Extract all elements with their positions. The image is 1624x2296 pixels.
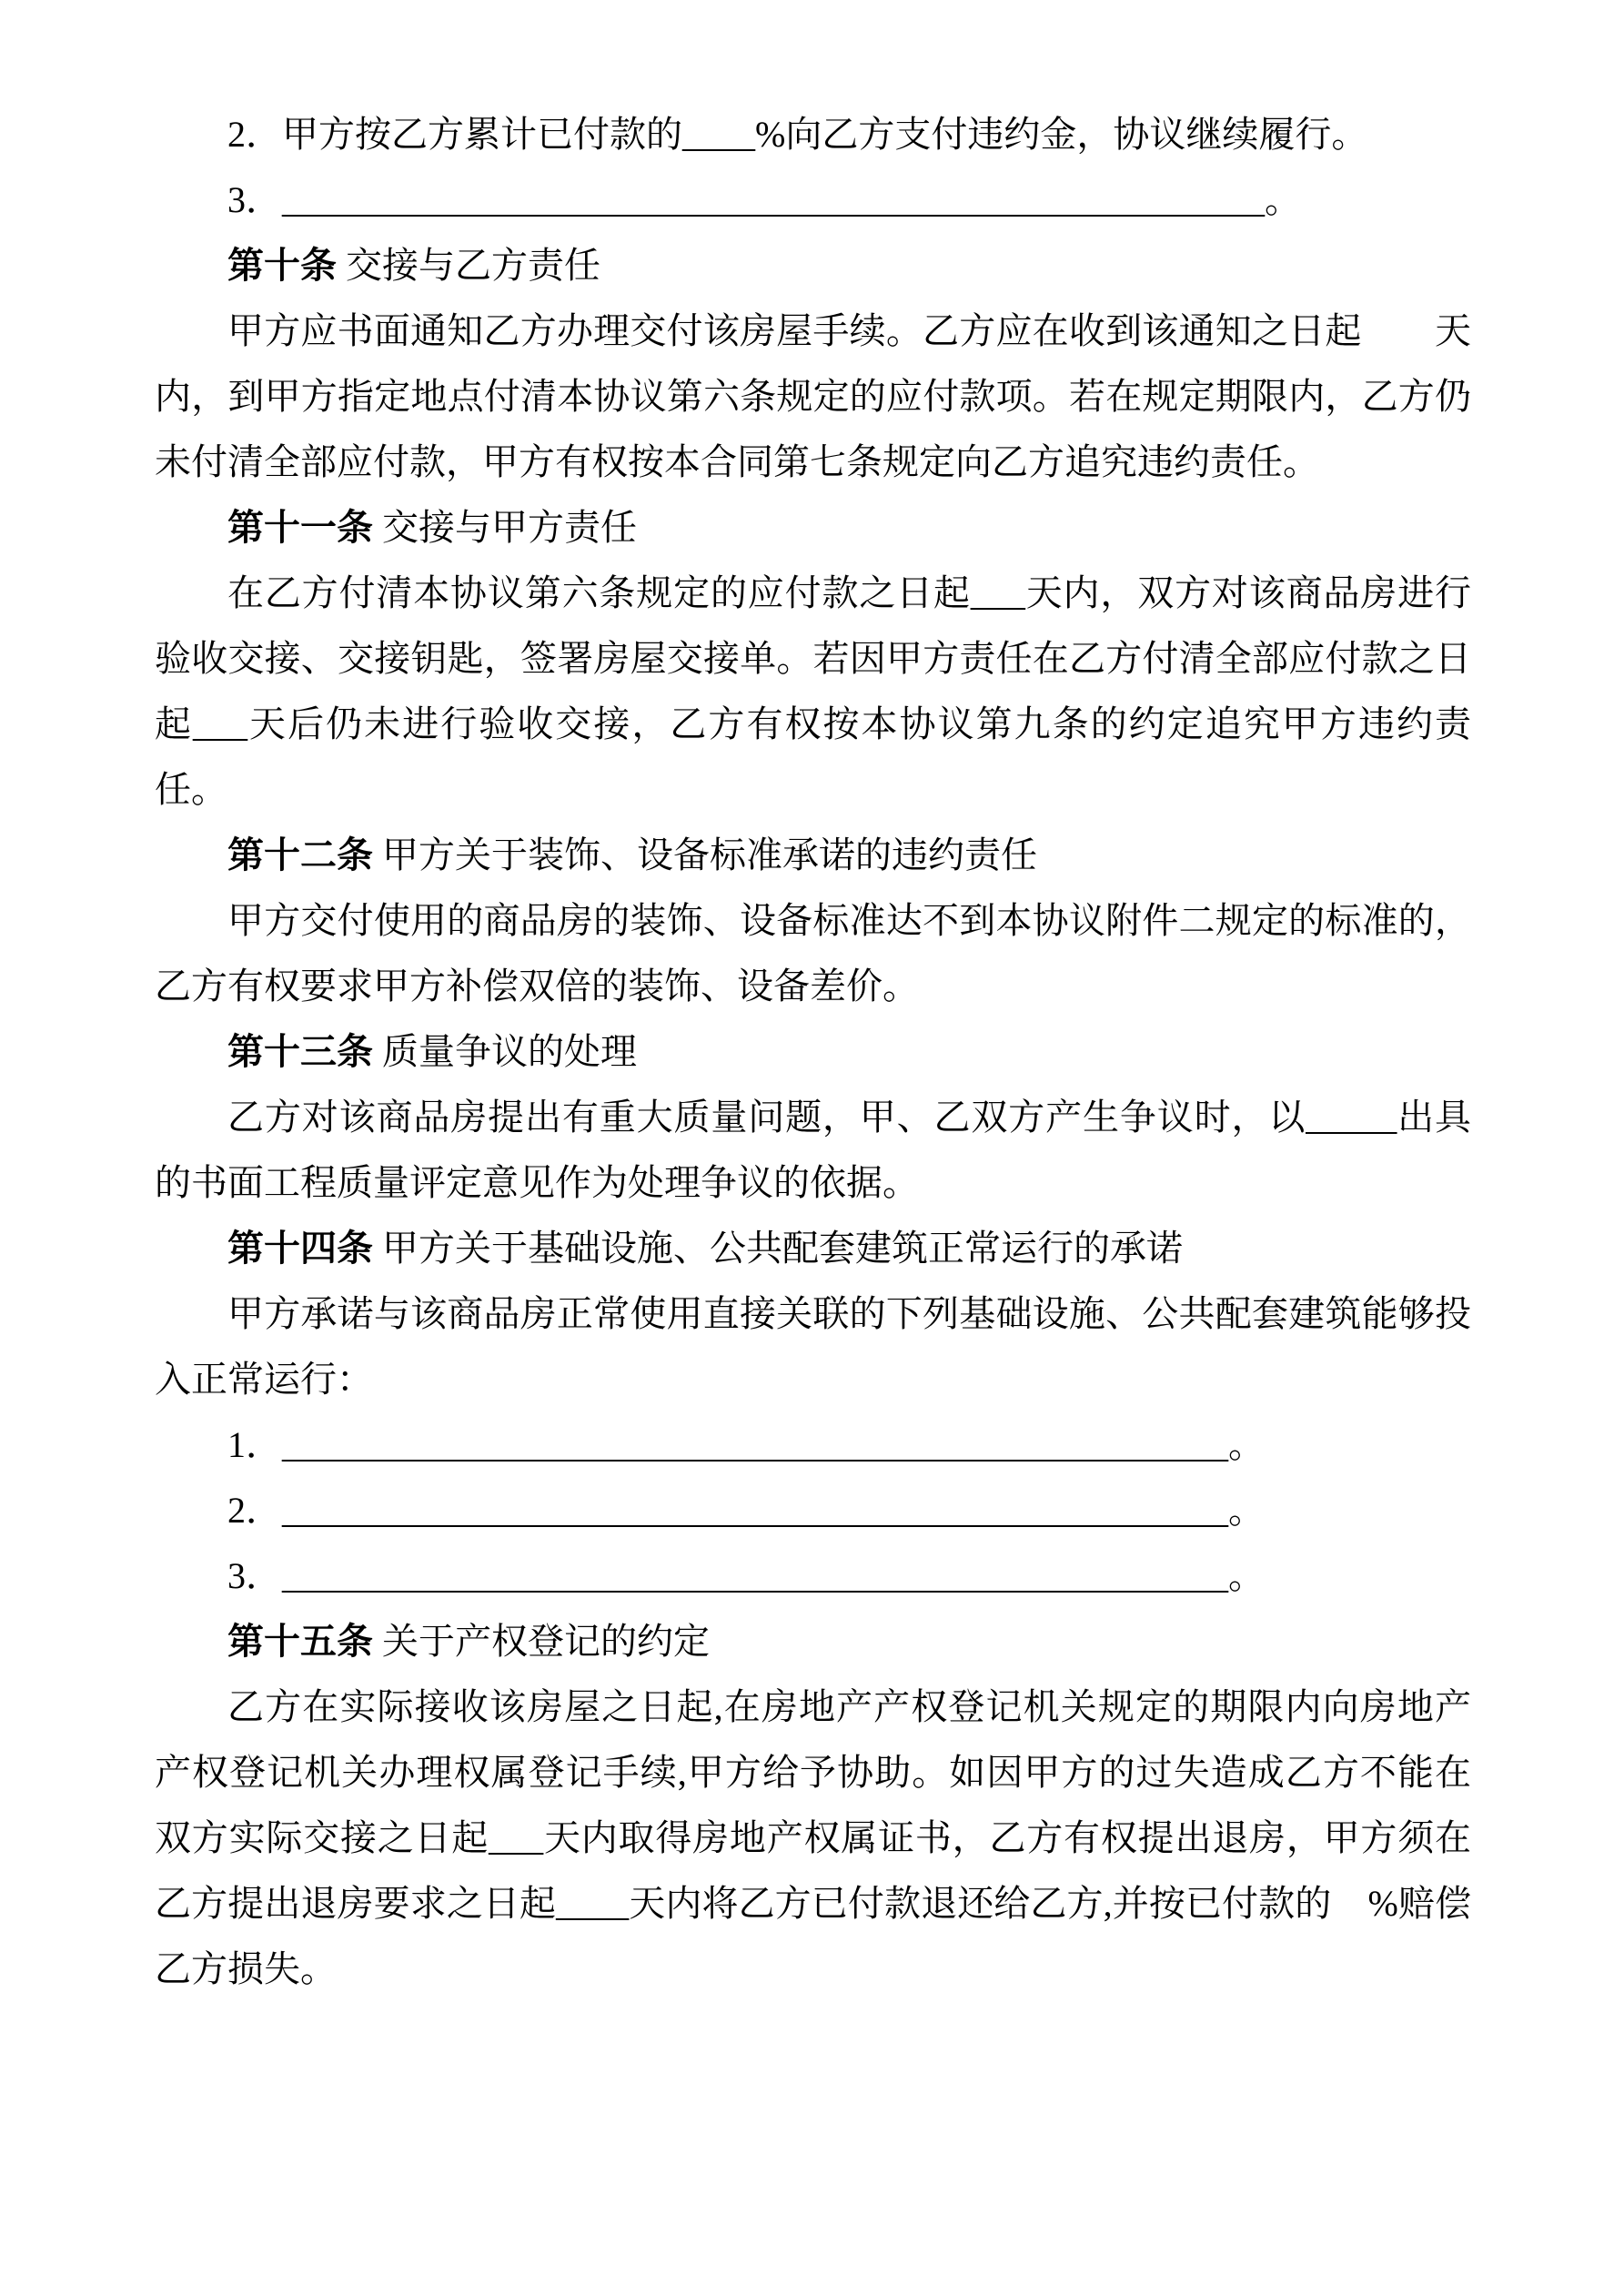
clause-heading [155,1019,1471,1085]
clause-number: 第十条 [227,245,337,286]
clause-title: 关于产权登记的约定 [373,1621,710,1662]
clause-heading [155,1609,1471,1674]
clause-heading [155,233,1471,298]
body-paragraph: 在乙方付清本协议第六条规定的应付款之日起___天内，双方对该商品房进行验收交接、交接钥匙，签署房屋交接单。若因甲方责任在乙方付清全部应付款之日起___天后仍未进行验收交接，乙方有权按本协议第九条的约定追究甲方违约责任。 [155,572,1471,810]
clause-title: 交接与甲方责任 [373,507,637,548]
body-paragraph: 乙方在实际接收该房屋之日起,在房地产产权登记机关规定的期限内向房地产产权登记机关办理权属登记手续,甲方给予协助。如因甲方的过失造成乙方不能在双方实际交接之日起___天内取得房地产权属证书，乙方有权提出退房，甲方须在乙方提出退房要求之日起____天内将乙方已付款退还给乙方,并按已付款的 %赔偿乙方损失。 [155,1686,1471,1989]
clause-title: 甲方关于基础设施、公共配套建筑正常运行的承诺 [373,1228,1183,1269]
body-paragraph: 乙方对该商品房提出有重大质量问题，甲、乙双方产生争议时，以_____出具的书面工程质量评定意见作为处理争议的依据。 [155,1097,1471,1203]
contract-body [155,102,1471,2002]
body-paragraph: 甲方交付使用的商品房的装饰、设备标准达不到本协议附件二规定的标准的，乙方有权要求甲方补偿双倍的装饰、设备差价。 [155,900,1471,1006]
numbered-item: 2．甲方按乙方累计已付款的____%向乙方支付违约金，协议继续履行。 [227,114,1368,155]
clause-title: 甲方关于装饰、设备标准承诺的违约责任 [373,834,1037,875]
clause-title: 交接与乙方责任 [337,245,600,286]
numbered-item: 3．____________________________________________________。 [227,1555,1265,1596]
clause-number: 第十三条 [227,1031,373,1072]
clause-number: 第十一条 [227,507,373,548]
numbered-item: 3．______________________________________________________。 [227,179,1301,220]
clause-title: 质量争议的处理 [373,1031,637,1072]
numbered-item: 1．____________________________________________________。 [227,1424,1265,1465]
clause-heading [155,1216,1471,1281]
clause-number: 第十四条 [227,1228,373,1269]
clause-heading [155,495,1471,561]
clause-number: 第十二条 [227,834,373,875]
clause-heading [155,823,1471,888]
clause-number: 第十五条 [227,1621,373,1662]
numbered-item: 2．____________________________________________________。 [227,1490,1265,1531]
body-paragraph: 甲方承诺与该商品房正常使用直接关联的下列基础设施、公共配套建筑能够投入正常运行： [155,1293,1471,1400]
body-paragraph: 甲方应书面通知乙方办理交付该房屋手续。乙方应在收到该通知之日起 天内，到甲方指定地点付清本协议第六条规定的应付款项。若在规定期限内，乙方仍未付清全部应付款，甲方有权按本合同第七条规定向乙方追究违约责任。 [155,310,1471,482]
